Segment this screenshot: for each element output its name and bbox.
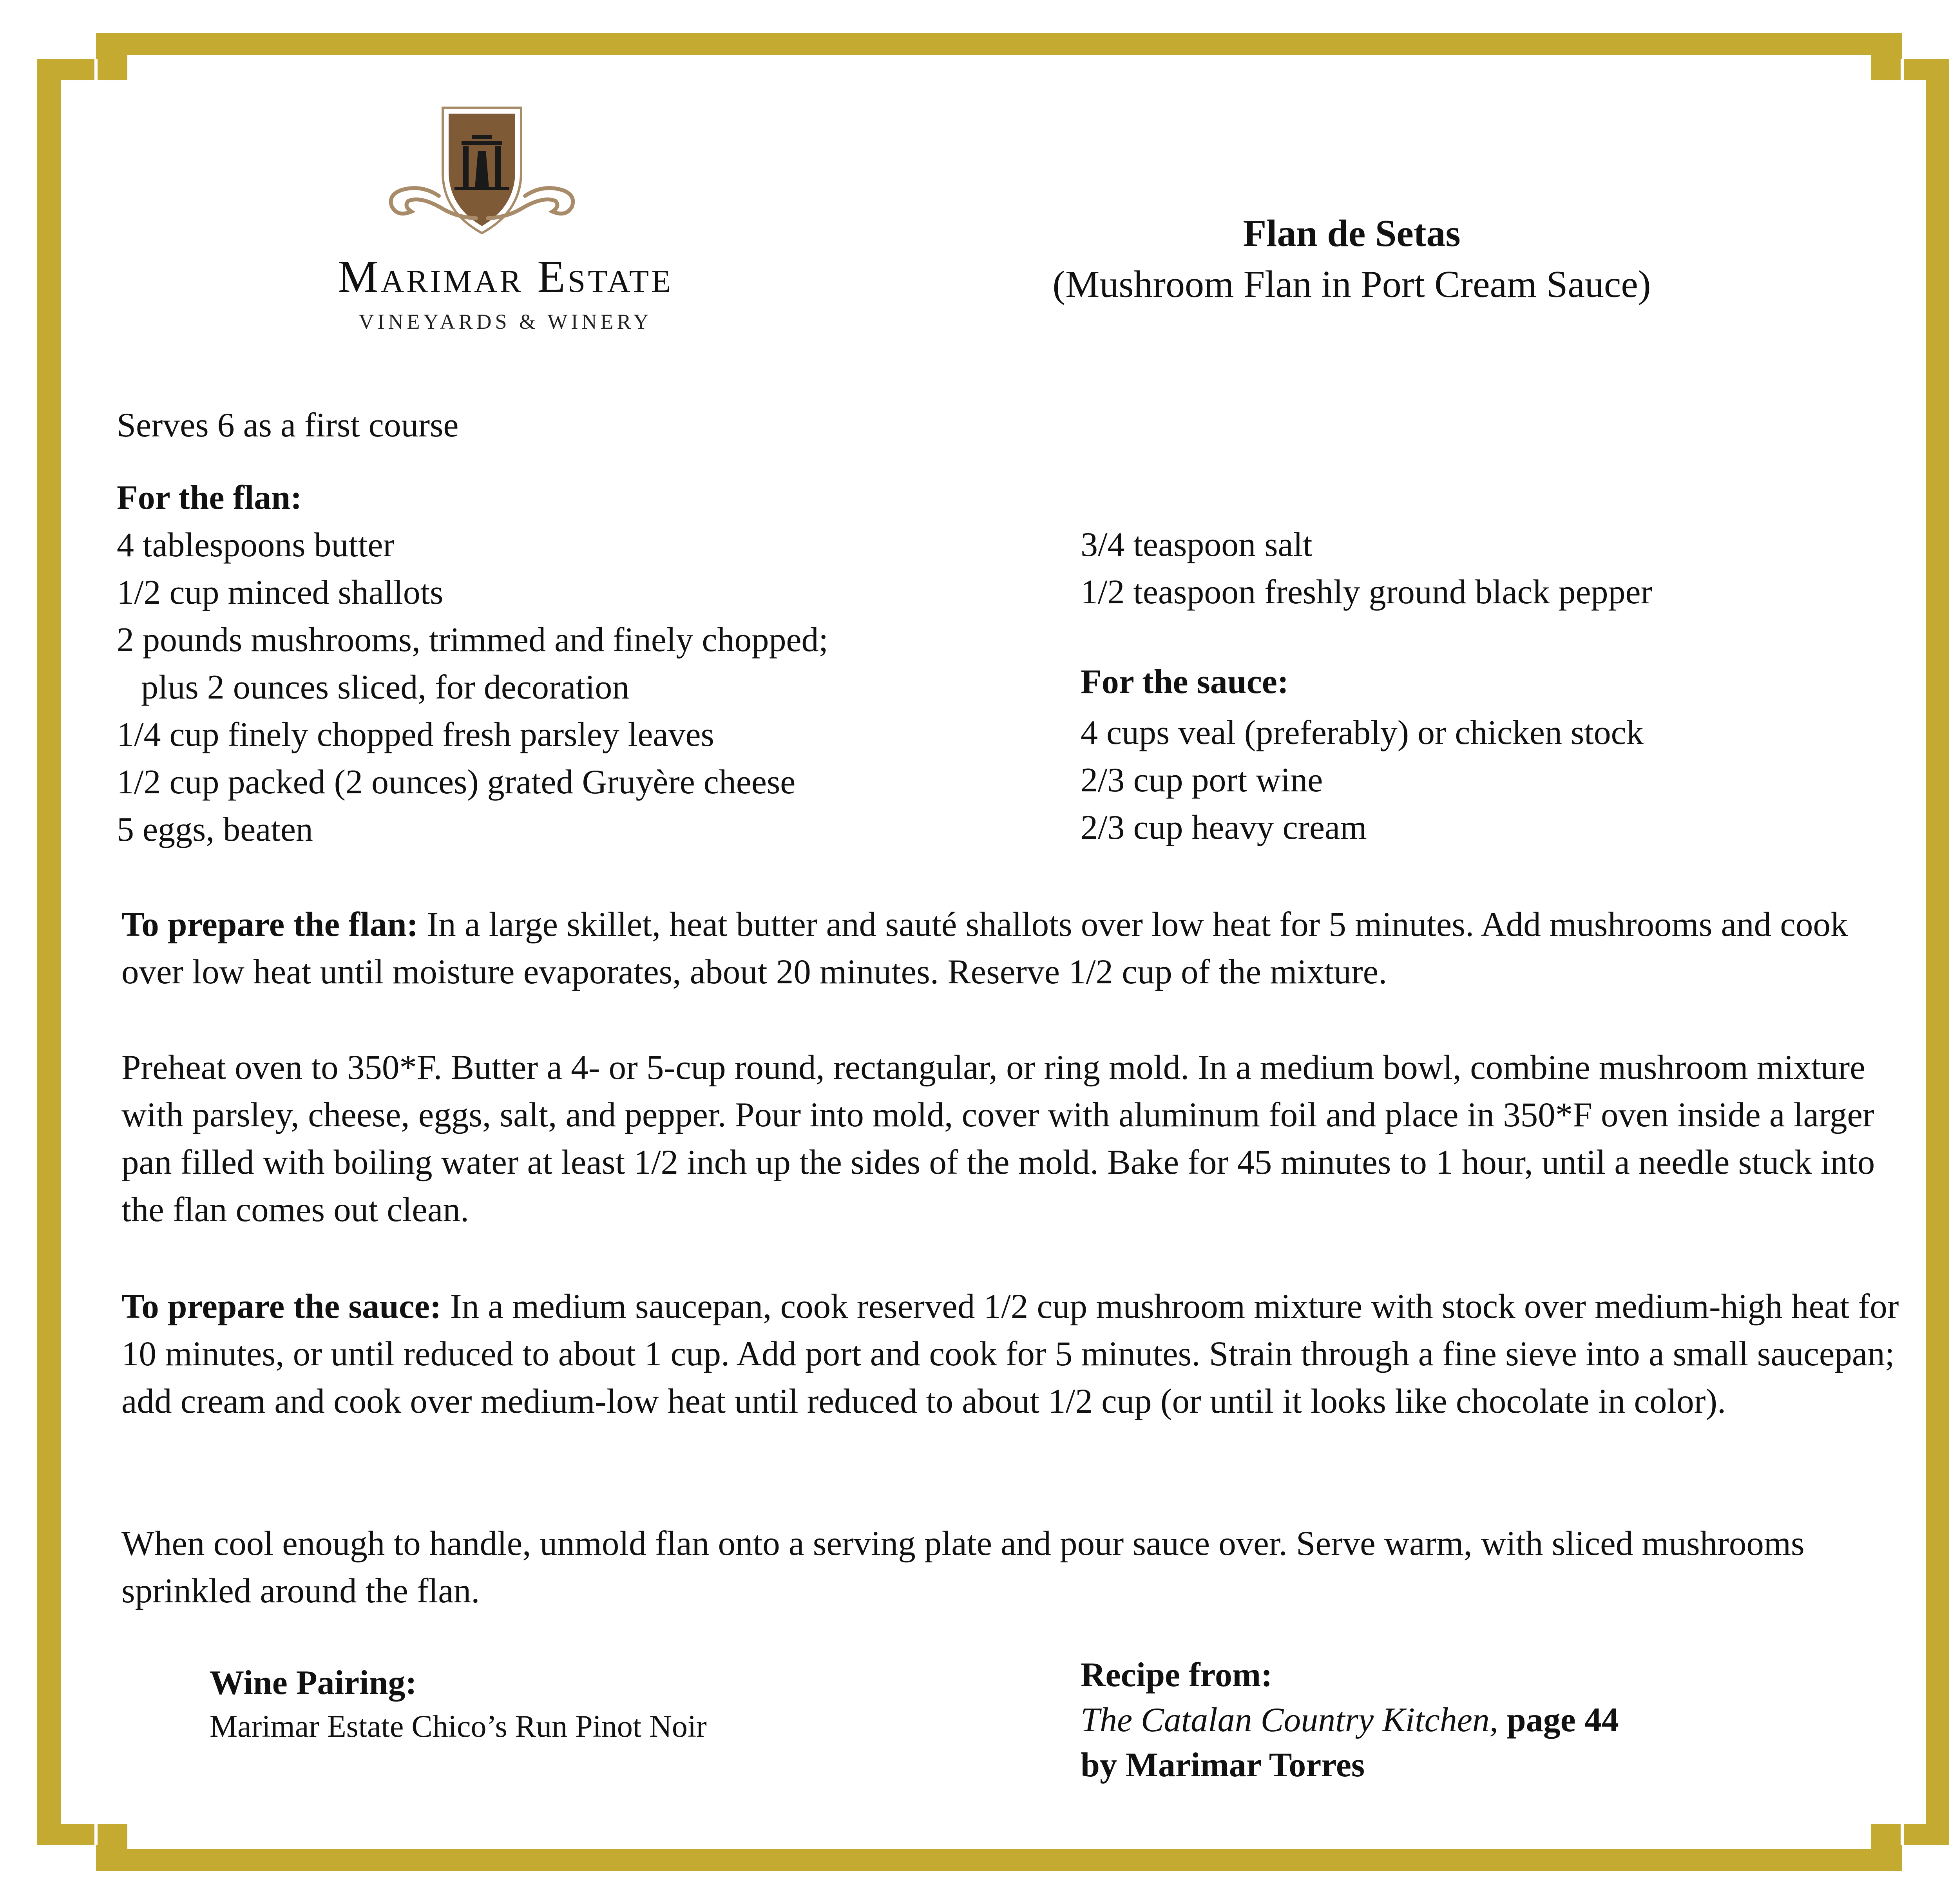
- recipe-subtitle: (Mushroom Flan in Port Cream Sauce): [1052, 263, 1651, 306]
- instruction-serve: [121, 1520, 1908, 1615]
- winery-shield-logo-icon: [384, 104, 580, 253]
- instruction-bake: [121, 1044, 1908, 1234]
- ingredient-item: 2 pounds mushrooms, trimmed and finely chopped;: [117, 621, 828, 659]
- instruction-text: In a medium saucepan, cook reserved 1/2 cup mushroom mixture with stock over medium-high heat for 10 minutes, or until reduced to about 1 cup. Add port and cook for 5 minutes. Strain through a fine sieve into a small saucepan; add cream and cook over medium-low heat until reduced to about 1/2 cup (or until it looks like chocolate in color).: [121, 1287, 1899, 1421]
- instruction-label: To prepare the sauce:: [121, 1287, 442, 1326]
- ingredient-item: 5 eggs, beaten: [117, 811, 313, 849]
- sauce-heading: For the sauce:: [1081, 663, 1289, 701]
- book-title: The Catalan Country Kitchen,: [1081, 1701, 1498, 1739]
- instruction-prepare-sauce: [121, 1283, 1908, 1425]
- flan-heading: For the flan:: [117, 479, 302, 517]
- ingredient-item: 4 cups veal (preferably) or chicken stock: [1081, 714, 1644, 752]
- recipe-title: Flan de Setas: [1243, 212, 1461, 255]
- serves-note: Serves 6 as a first course: [117, 406, 459, 444]
- ingredient-item: 1/2 cup packed (2 ounces) grated Gruyère cheese: [117, 763, 796, 801]
- ingredient-item: 1/4 cup finely chopped fresh parsley leaves: [117, 716, 714, 754]
- brand-tagline: VINEYARDS & WINERY: [358, 310, 652, 333]
- recipe-source-book: [1081, 1700, 1619, 1740]
- instruction-text: In a large skillet, heat butter and sauté shallots over low heat for 5 minutes. Add mushrooms and cook over low heat until moisture evaporates, about 20 minutes. Reserve 1/2 cup of the mixture.: [121, 905, 1848, 991]
- ingredient-item: 4 tablespoons butter: [117, 526, 395, 564]
- ingredient-item: 3/4 teaspoon salt: [1081, 526, 1313, 564]
- flan-ingredients: [117, 474, 828, 853]
- recipe-source-label: Recipe from:: [1081, 1656, 1273, 1694]
- wine-pairing-value: Marimar Estate Chico’s Run Pinot Noir: [210, 1709, 707, 1744]
- instruction-text: Preheat oven to 350*F. Butter a 4- or 5-cup round, rectangular, or ring mold. In a medium bowl, combine mushroom mixture with parsley, cheese, eggs, salt, and pepper. Pour into mold, cover with aluminum foil and place in 350*F oven inside a larger pan filled with boiling water at least 1/2 inch up the sides of the mold. Bake for 45 minutes to 1 hour, until a needle stuck into the flan comes out clean.: [121, 1048, 1875, 1229]
- ingredient-item: 2/3 cup heavy cream: [1081, 809, 1367, 847]
- wine-pairing-label: Wine Pairing:: [210, 1664, 417, 1702]
- sauce-ingredients: [1081, 709, 1644, 851]
- recipe-source-author: by Marimar Torres: [1081, 1746, 1365, 1784]
- instruction-prepare-flan: [121, 901, 1908, 996]
- instruction-text: When cool enough to handle, unmold flan onto a serving plate and pour sauce over. Serve warm, with sliced mushrooms sprinkled around the flan.: [121, 1524, 1805, 1610]
- ingredient-item: 1/2 cup minced shallots: [117, 574, 444, 612]
- ingredient-item: 2/3 cup port wine: [1081, 761, 1323, 799]
- ingredient-item: plus 2 ounces sliced, for decoration: [141, 668, 630, 706]
- instruction-label: To prepare the flan:: [121, 905, 418, 944]
- book-page: page 44: [1498, 1701, 1619, 1739]
- brand-name: Marimar Estate: [337, 252, 674, 302]
- ingredient-item: 1/2 teaspoon freshly ground black pepper: [1081, 573, 1652, 611]
- flan-ingredients-continued: [1081, 521, 1652, 616]
